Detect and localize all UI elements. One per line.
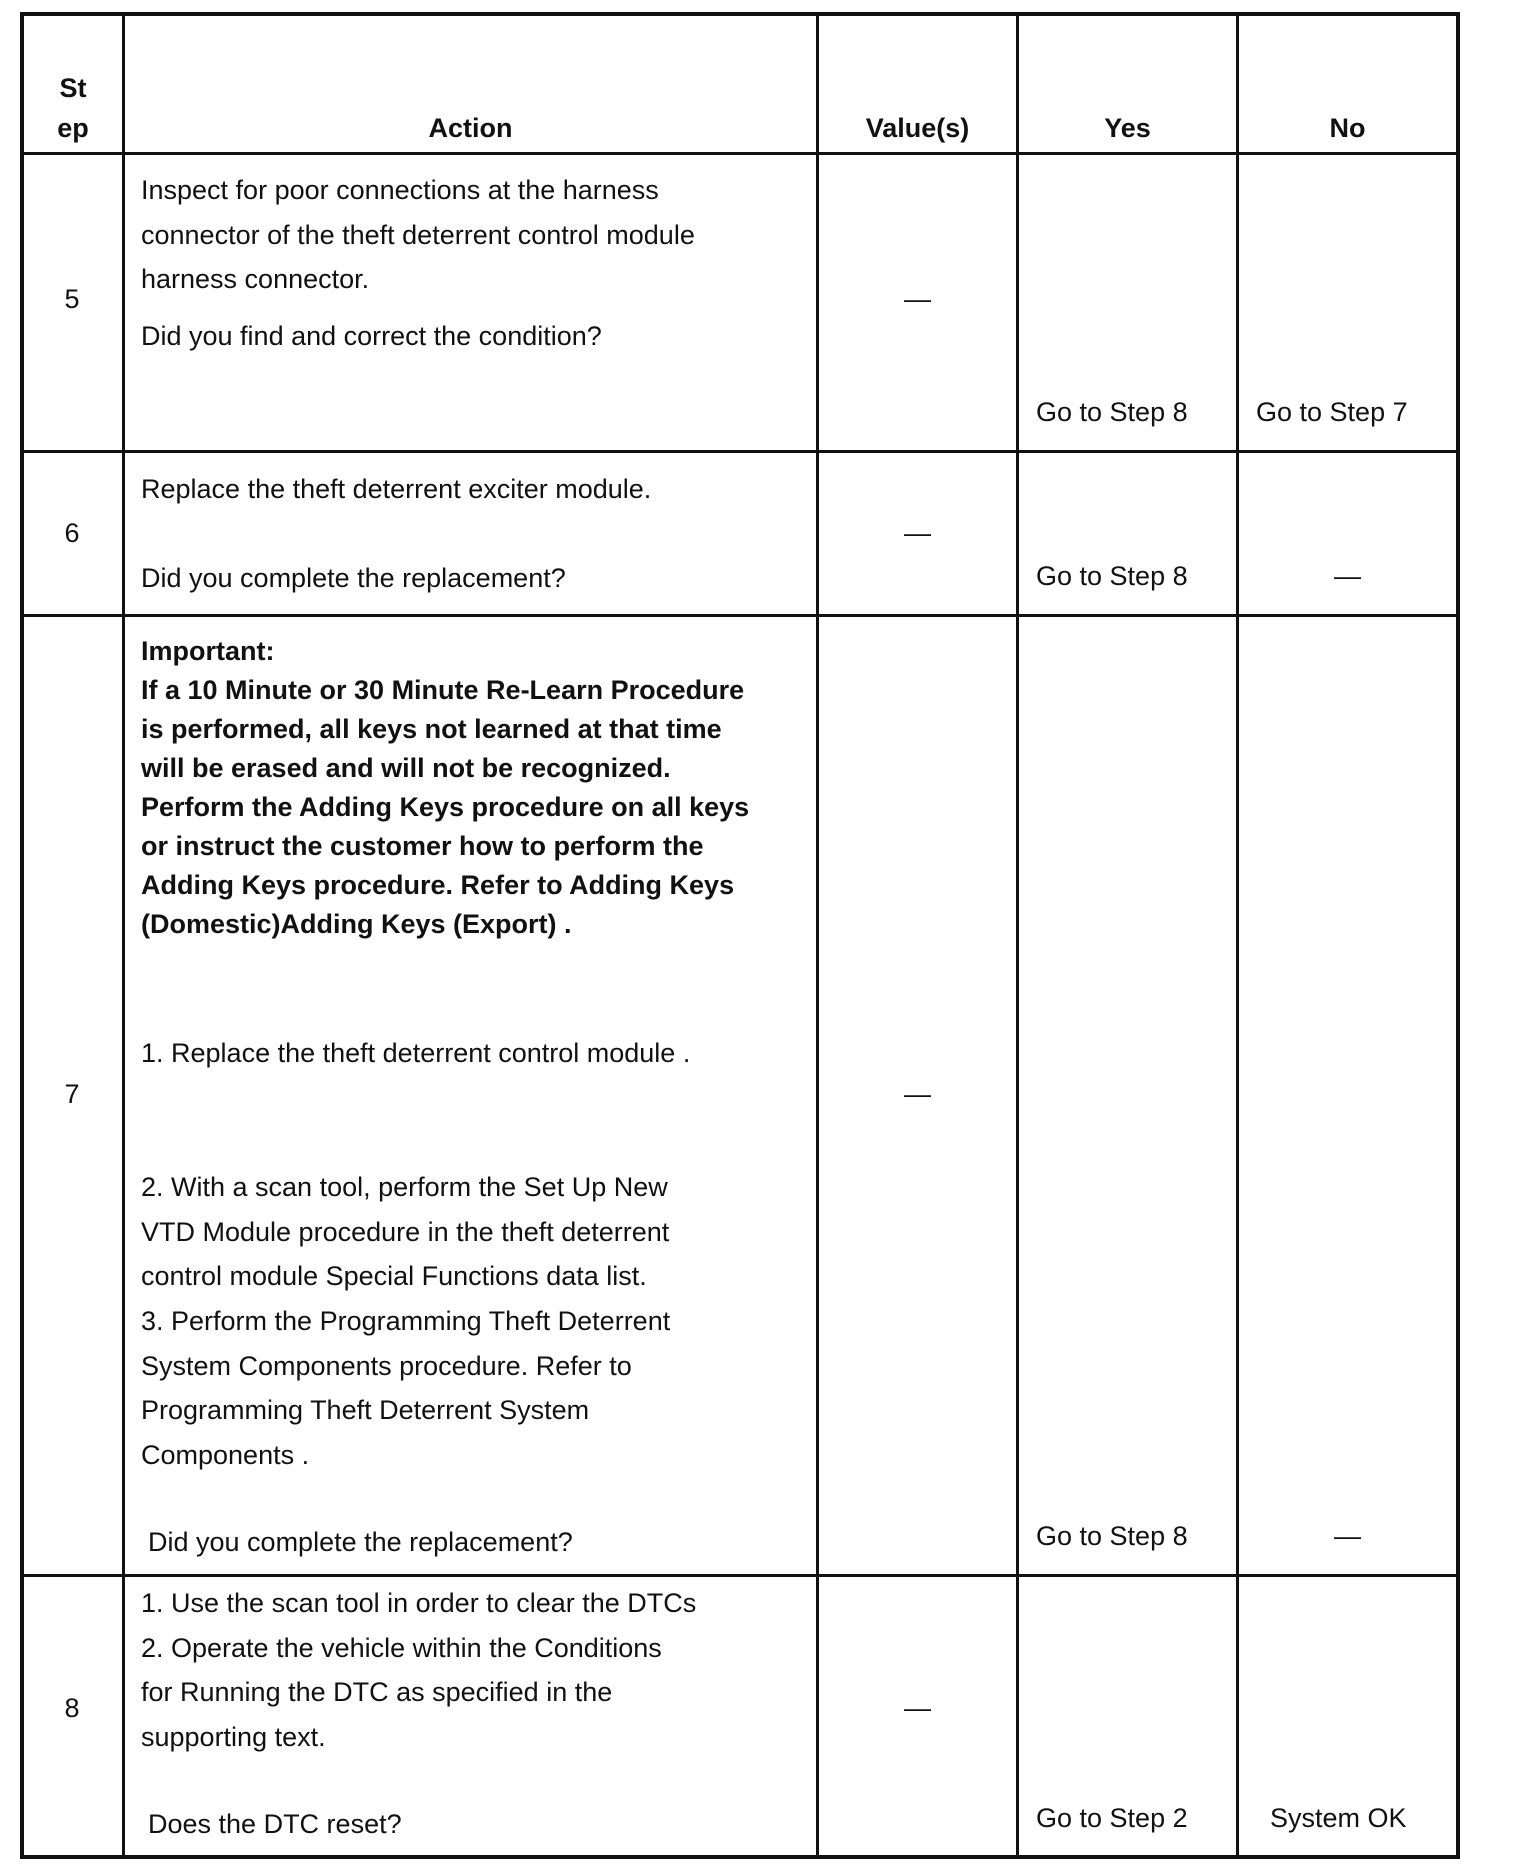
action-line: Inspect for poor connections at the harness <box>141 175 659 205</box>
column-divider <box>1016 12 1019 1859</box>
table-border-top <box>20 12 1460 16</box>
yes-result: Go to Step 8 <box>1036 1521 1188 1551</box>
important-line: or instruct the customer how to perform the <box>141 831 704 861</box>
action-line: 2. With a scan tool, perform the Set Up New <box>141 1172 668 1202</box>
step-number: 6 <box>64 518 80 548</box>
header-action: Action <box>428 113 513 143</box>
step-number: 5 <box>64 284 80 314</box>
yes-result: Go to Step 8 <box>1036 561 1188 591</box>
important-line: (Domestic)Adding Keys (Export) . <box>141 909 572 939</box>
action-text <box>141 168 811 358</box>
step-number: 7 <box>64 1079 80 1109</box>
important-line: Perform the Adding Keys procedure on all keys <box>141 792 750 822</box>
action-question: Did you complete the replacement? <box>148 1527 573 1557</box>
value-cell: — <box>904 518 931 548</box>
action-text <box>141 1581 811 1759</box>
action-question: Did you complete the replacement? <box>141 562 566 593</box>
action-line: Replace the theft deterrent exciter module. <box>141 474 652 504</box>
action-line: 3. Perform the Programming Theft Deterrent <box>141 1306 671 1336</box>
no-result: System OK <box>1270 1803 1407 1833</box>
header-divider <box>20 152 1460 155</box>
procedure-step-1: 1. Replace the theft deterrent control module . <box>141 1038 691 1068</box>
action-line: 1. Use the scan tool in order to clear the DTCs <box>141 1588 697 1618</box>
no-result: Go to Step 7 <box>1256 397 1408 427</box>
yes-result: Go to Step 2 <box>1036 1803 1188 1833</box>
column-divider <box>122 12 125 1859</box>
value-cell: — <box>904 284 931 314</box>
action-line: 2. Operate the vehicle within the Conditions <box>141 1632 662 1663</box>
header-no: No <box>1329 113 1366 143</box>
no-result: — <box>1334 561 1361 591</box>
important-line: is performed, all keys not learned at that time <box>141 714 722 744</box>
important-line: will be erased and will not be recognized. <box>141 753 671 783</box>
table-border-right <box>1456 12 1460 1859</box>
important-label: Important: <box>141 636 275 666</box>
procedure-step-3 <box>141 1299 811 1477</box>
action-line: System Components procedure. Refer to <box>141 1350 632 1381</box>
value-cell: — <box>904 1079 931 1109</box>
step-number: 8 <box>64 1693 80 1723</box>
action-line: control module Special Functions data list. <box>141 1261 647 1291</box>
action-question: Does the DTC reset? <box>148 1809 402 1839</box>
value-cell: — <box>904 1693 931 1723</box>
row-divider <box>20 450 1460 453</box>
header-step: St ep <box>57 73 89 143</box>
action-question: Did you find and correct the condition? <box>141 320 602 351</box>
header-values: Value(s) <box>865 113 970 143</box>
action-line: Components . <box>141 1439 310 1470</box>
action-line: for Running the DTC as specified in the <box>141 1677 613 1707</box>
table-border-bottom <box>20 1855 1460 1859</box>
procedure-step-2 <box>141 1165 811 1299</box>
header-yes: Yes <box>1104 113 1151 143</box>
row-divider <box>20 614 1460 617</box>
important-line: If a 10 Minute or 30 Minute Re-Learn Procedure <box>141 675 745 705</box>
important-note <box>141 632 811 944</box>
no-result: — <box>1334 1521 1361 1551</box>
action-text <box>141 467 811 600</box>
row-divider <box>20 1574 1460 1577</box>
action-line: connector of the theft deterrent control module <box>141 219 695 250</box>
important-line: Adding Keys procedure. Refer to Adding Keys <box>141 870 735 900</box>
column-divider <box>1236 12 1239 1859</box>
action-line: Programming Theft Deterrent System <box>141 1395 590 1425</box>
action-line: VTD Module procedure in the theft deterrent <box>141 1216 670 1247</box>
action-line: supporting text. <box>141 1721 326 1752</box>
action-line: harness connector. <box>141 264 370 294</box>
yes-result: Go to Step 8 <box>1036 397 1188 427</box>
